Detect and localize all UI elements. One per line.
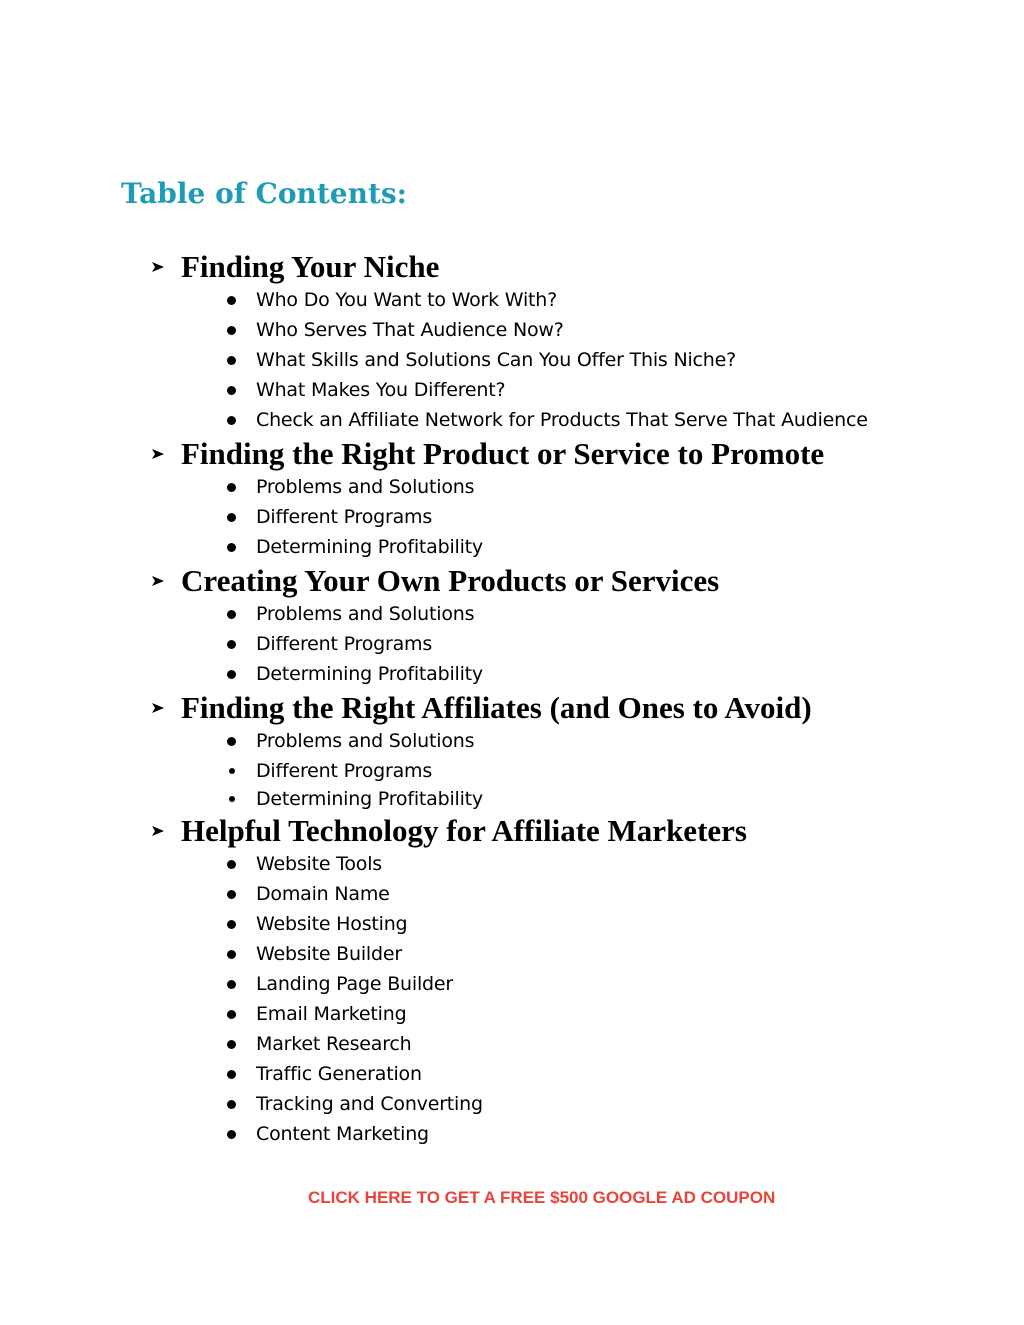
section-item-list (0, 849, 1024, 1149)
list-item-label: Problems and Solutions (256, 730, 475, 752)
toc-section (0, 435, 1024, 562)
arrowhead-icon (148, 257, 168, 277)
section-heading[interactable] (0, 689, 1024, 726)
list-item[interactable] (0, 285, 1024, 315)
list-item[interactable] (0, 969, 1024, 999)
section-heading-label: Helpful Technology for Affiliate Marketers (181, 813, 747, 848)
list-item-label: Different Programs (256, 760, 433, 782)
list-item[interactable] (0, 1059, 1024, 1089)
bullet-icon (227, 416, 236, 425)
bullet-icon (229, 796, 235, 802)
list-item[interactable] (0, 629, 1024, 659)
section-heading-label: Finding the Right Product or Service to Promote (181, 436, 825, 471)
list-item-label: Traffic Generation (256, 1063, 422, 1085)
list-item-label: Determining Profitability (256, 536, 483, 558)
section-item-list (0, 472, 1024, 562)
bullet-icon (227, 670, 236, 679)
list-item-label: Tracking and Converting (256, 1093, 483, 1115)
bullet-icon (227, 610, 236, 619)
bullet-icon (227, 1100, 236, 1109)
bullet-icon (227, 296, 236, 305)
list-item[interactable] (0, 849, 1024, 879)
section-heading[interactable] (0, 812, 1024, 849)
table-of-contents (0, 248, 1024, 1149)
toc-section (0, 812, 1024, 1149)
list-item-label: What Makes You Different? (256, 379, 506, 401)
list-item[interactable] (0, 405, 1024, 435)
list-item[interactable] (0, 502, 1024, 532)
list-item[interactable] (0, 532, 1024, 562)
bullet-icon (227, 1040, 236, 1049)
list-item[interactable] (0, 909, 1024, 939)
list-item[interactable] (0, 879, 1024, 909)
page-title: Table of Contents: (121, 177, 408, 210)
section-item-list (0, 726, 1024, 812)
section-heading[interactable] (0, 248, 1024, 285)
list-item-label: Who Serves That Audience Now? (256, 319, 564, 341)
list-item[interactable] (0, 999, 1024, 1029)
toc-section (0, 562, 1024, 689)
bullet-icon (227, 980, 236, 989)
section-heading[interactable] (0, 562, 1024, 599)
list-item[interactable] (0, 472, 1024, 502)
list-item-label: Who Do You Want to Work With? (256, 289, 558, 311)
list-item-label: Email Marketing (256, 1003, 407, 1025)
list-item-label: Determining Profitability (256, 663, 483, 685)
bullet-icon (227, 737, 236, 746)
list-item[interactable] (0, 659, 1024, 689)
section-heading-label: Finding Your Niche (181, 249, 440, 284)
section-item-list (0, 285, 1024, 435)
bullet-icon (227, 386, 236, 395)
section-heading-label: Finding the Right Affiliates (and Ones to Avoid) (181, 690, 812, 725)
bullet-icon (227, 1130, 236, 1139)
arrowhead-icon (148, 444, 168, 464)
list-item-label: Content Marketing (256, 1123, 429, 1145)
arrowhead-icon (148, 571, 168, 591)
coupon-link[interactable]: CLICK HERE TO GET A FREE $500 GOOGLE AD COUPON (308, 1188, 776, 1207)
list-item[interactable] (0, 726, 1024, 756)
list-item-label: Determining Profitability (256, 788, 483, 810)
list-item[interactable] (0, 1029, 1024, 1059)
list-item[interactable] (0, 1119, 1024, 1149)
bullet-icon (229, 768, 235, 774)
list-item-label: Website Tools (256, 853, 382, 875)
list-item-label: Different Programs (256, 506, 433, 528)
list-item[interactable] (0, 375, 1024, 405)
list-item-label: Domain Name (256, 883, 390, 905)
list-item-label: Website Builder (256, 943, 402, 965)
list-item-label: What Skills and Solutions Can You Offer This Niche? (256, 349, 736, 371)
list-item[interactable] (0, 784, 1024, 812)
list-item[interactable] (0, 315, 1024, 345)
toc-section (0, 248, 1024, 435)
list-item-label: Different Programs (256, 633, 433, 655)
bullet-icon (227, 920, 236, 929)
list-item-label: Website Hosting (256, 913, 408, 935)
arrowhead-icon (148, 698, 168, 718)
bullet-icon (227, 543, 236, 552)
list-item[interactable] (0, 1089, 1024, 1119)
list-item[interactable] (0, 345, 1024, 375)
arrowhead-icon (148, 821, 168, 841)
bullet-icon (227, 326, 236, 335)
bullet-icon (227, 890, 236, 899)
list-item-label: Problems and Solutions (256, 603, 475, 625)
bullet-icon (227, 950, 236, 959)
list-item-label: Market Research (256, 1033, 412, 1055)
list-item-label: Check an Affiliate Network for Products That Serve That Audience (256, 409, 868, 431)
bullet-icon (227, 640, 236, 649)
list-item[interactable] (0, 599, 1024, 629)
list-item-label: Landing Page Builder (256, 973, 453, 995)
list-item[interactable] (0, 756, 1024, 784)
bullet-icon (227, 1010, 236, 1019)
section-item-list (0, 599, 1024, 689)
section-heading[interactable] (0, 435, 1024, 472)
bullet-icon (227, 356, 236, 365)
bullet-icon (227, 1070, 236, 1079)
toc-section (0, 689, 1024, 812)
list-item[interactable] (0, 939, 1024, 969)
bullet-icon (227, 860, 236, 869)
bullet-icon (227, 483, 236, 492)
section-heading-label: Creating Your Own Products or Services (181, 563, 720, 598)
list-item-label: Problems and Solutions (256, 476, 475, 498)
bullet-icon (227, 513, 236, 522)
